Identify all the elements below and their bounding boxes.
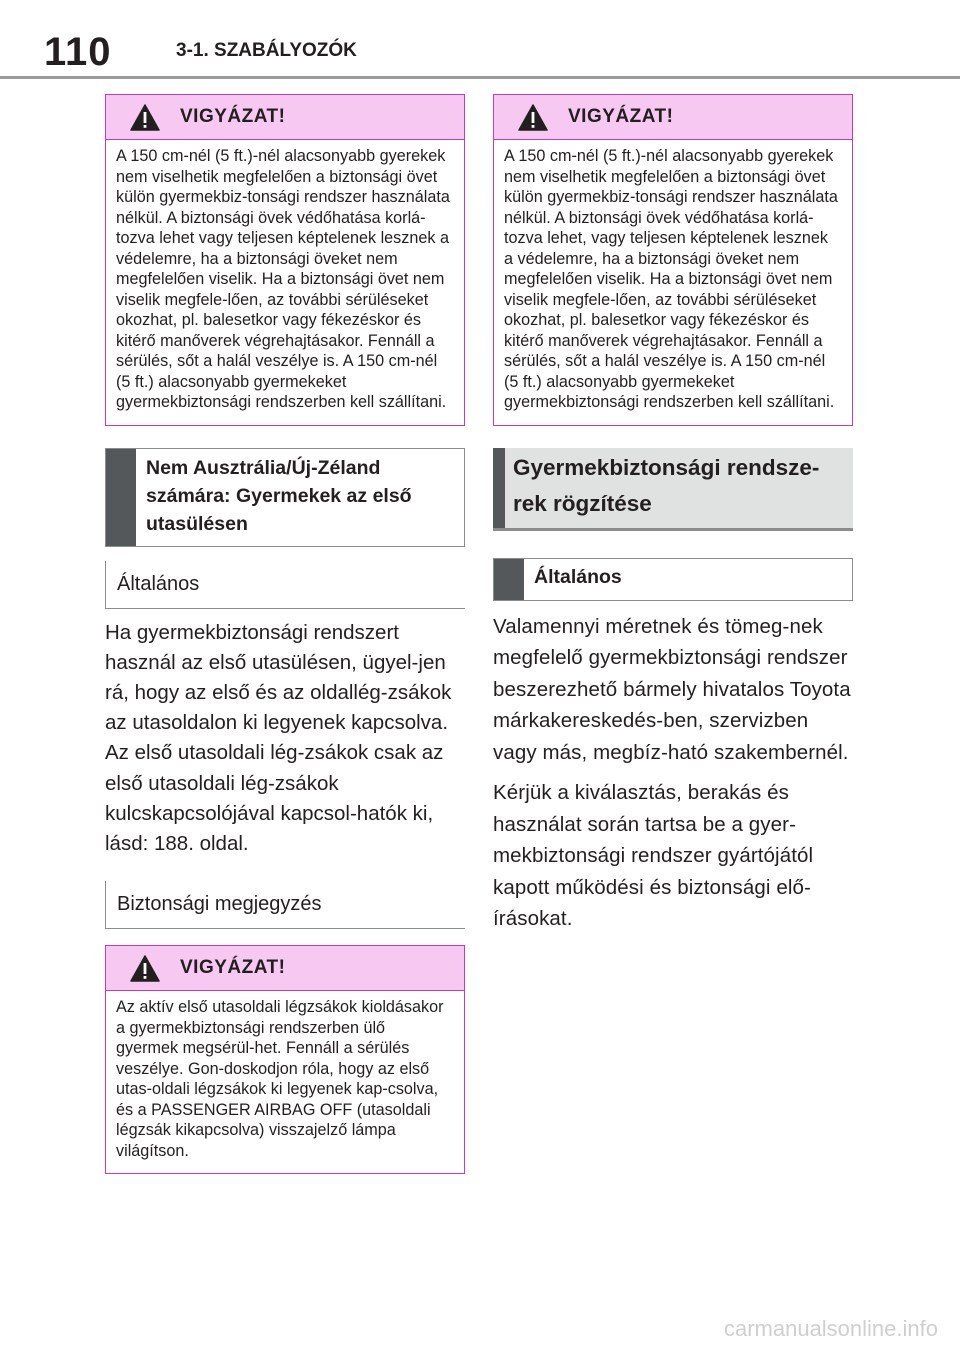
warning-body — [106, 140, 464, 425]
warning-triangle-icon — [130, 104, 160, 131]
subheading — [493, 558, 853, 601]
warning-text: A 150 cm-nél (5 ft.)-nél alacsonyabb gyerekek nem viselhetik megfelelően a biztonsági övet külön gyermekbiz-tonsági rendszer használata nélkül. A biztonsági övek védőhatása korlá-tozva lehet vagy teljesen képtelenek lesznek a védelemre, ha a biztonsági öveket nem megfelelően viselik. Ha a biztonsági övet nem viselik megfele-lően, az további sérüléseket okozhat, pl. balesetkor vagy fékezéskor és kitérő manőverek végrehajtásakor. Fennáll a sérülés, sőt a halál veszélye is. A 150 cm-nél (5 ft.) alacsonyabb gyermekeket gyermekbiztonsági rendszerben kell szállítani. — [116, 147, 450, 411]
warning-header — [106, 95, 464, 140]
subheading-text: Nem Ausztrália/Új-Zéland számára: Gyermekek az első utasülésen — [146, 456, 412, 535]
subheading — [105, 448, 465, 547]
general-label-box — [105, 561, 465, 608]
warning-text: Az aktív első utasoldali légzsákok kioldásakor a gyermekbiztonsági rendszerben ülő gyermek megsérül-het. Fennáll a sérülés veszélye. Gon-doskodjon róla, hogy az első utas-oldali légzsákok ki legyenek kap-csolva, és a PASSENGER AIRBAG OFF (utasoldali légzsák kikapcsolva) visszajelző lámpa világítson. — [116, 998, 444, 1160]
warning-title: VIGYÁZAT! — [568, 106, 674, 127]
warning-header — [106, 946, 464, 991]
main-heading — [493, 448, 853, 531]
section-title: 3-1. SZABÁLYOZÓK — [176, 40, 357, 61]
safety-label: Biztonsági megjegyzés — [117, 893, 322, 916]
page-number: 110 — [44, 30, 112, 74]
warning-triangle-icon — [130, 955, 160, 982]
body-paragraph: Valamennyi méretnek és tömeg-nek megfelelő gyermekbiztonsági rendszer beszerezhető bármely hivatalos Toyota márkakereskedés-ben, szervizben vagy más, megbíz-ható szakembernél. — [493, 614, 851, 764]
warning-header — [494, 95, 852, 140]
header-rule — [0, 76, 960, 79]
heading-bar — [106, 449, 136, 546]
heading-bar — [494, 559, 524, 600]
warning-box — [105, 94, 465, 426]
right-column — [493, 94, 853, 935]
warning-box — [105, 945, 465, 1174]
safety-label-box — [105, 881, 465, 928]
watermark: carmanualsonline.info — [723, 1316, 938, 1341]
warning-body — [494, 140, 852, 425]
warning-box — [493, 94, 853, 426]
body-paragraph: Kérjük a kiválasztás, berakás és használat során tartsa be a gyer-mekbiztonsági rendszer gyártójától kapott működési és biztonsági elő-írásokat. — [493, 781, 814, 930]
warning-title: VIGYÁZAT! — [180, 957, 286, 979]
left-column — [105, 94, 465, 1174]
subheading-text: Általános — [534, 565, 622, 588]
main-heading-text: Gyermekbiztonsági rendsze-rek rögzítése — [513, 454, 820, 516]
warning-triangle-icon — [518, 104, 548, 131]
heading-bar — [493, 448, 505, 528]
warning-body — [106, 991, 464, 1173]
general-label: Általános — [117, 572, 200, 595]
warning-text: A 150 cm-nél (5 ft.)-nél alacsonyabb gyerekek nem viselhetik megfelelően a biztonsági övet külön gyermekbiz-tonsági rendszer használata nélkül. A biztonsági övek védőhatása korlá-tozva lehet, vagy teljesen képtelenek lesznek a védelemre, ha a biztonsági öveket nem megfelelően viselik. Ha a biztonsági övet nem viselik megfele-lően, az további sérüléseket okozhat, pl. balesetkor vagy fékezéskor és kitérő manőverek végrehajtásakor. Fennáll a sérülés, sőt a halál veszélye is. A 150 cm-nél (5 ft.) alacsonyabb gyermekeket gyermekbiztonsági rendszerben kell szállítani. — [504, 147, 838, 411]
warning-title: VIGYÁZAT! — [180, 106, 286, 127]
body-paragraph: Ha gyermekbiztonsági rendszert használ az első utasülésen, ügyel-jen rá, hogy az első és az oldallég-zsákok az utasoldalon ki legyenek kapcsolva. Az első utasoldali lég-zsákok csak az első utasoldali lég-zsákok kulcskapcsolójával kapcsol-hatók ki, lásd: 188. oldal. — [105, 620, 452, 855]
